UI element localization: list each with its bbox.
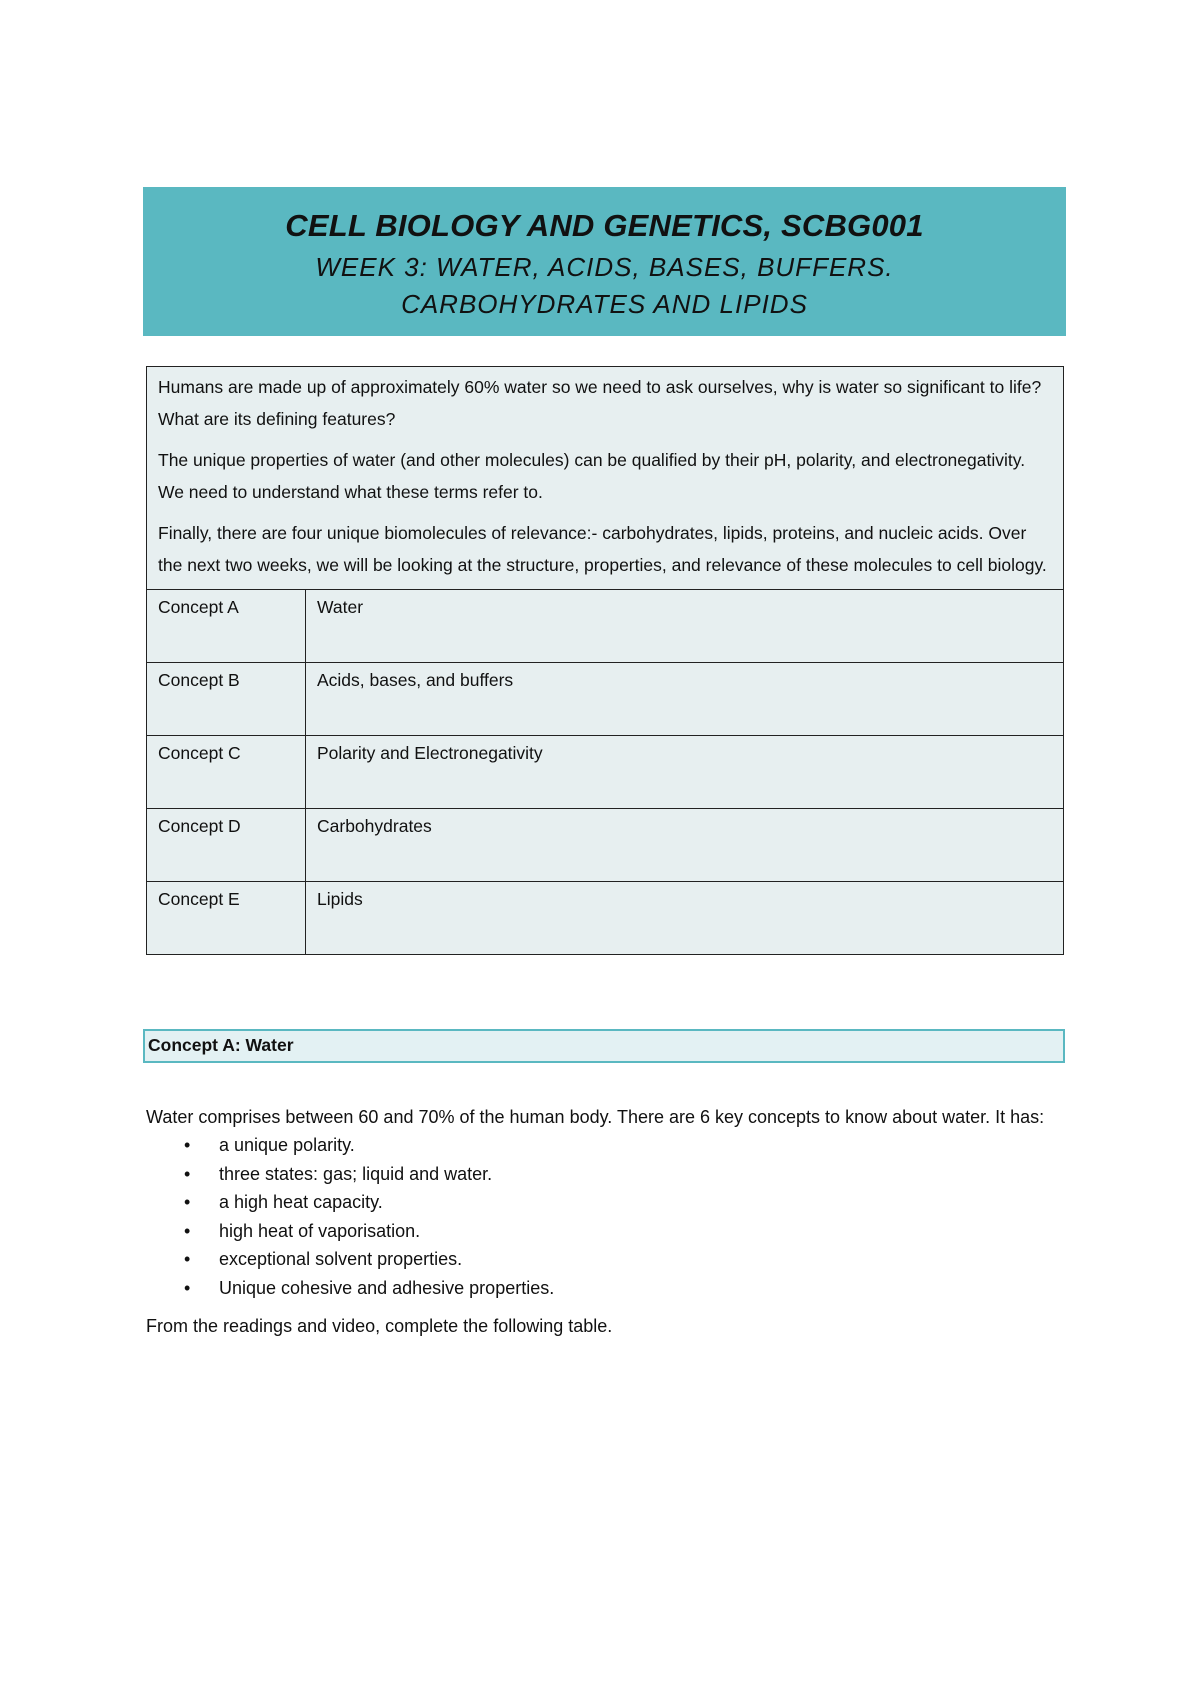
concept-value: Carbohydrates bbox=[306, 809, 1064, 882]
instruction-text: From the readings and video, complete the following table. bbox=[146, 1316, 613, 1336]
intro-paragraph: The unique properties of water (and other molecules) can be qualified by their pH, polarity, and electronegativity. We need to understand what these terms refer to. bbox=[158, 450, 1026, 502]
concept-row bbox=[147, 590, 1064, 663]
list-item: • high heat of vaporisation. bbox=[146, 1217, 1066, 1246]
concept-row bbox=[147, 663, 1064, 736]
bullet-icon: • bbox=[184, 1192, 191, 1212]
concept-row bbox=[147, 882, 1064, 955]
concept-value: Acids, bases, and buffers bbox=[306, 663, 1064, 736]
week-subtitle-line2: CARBOHYDRATES AND LIPIDS bbox=[401, 289, 808, 319]
intro-paragraph: Humans are made up of approximately 60% water so we need to ask ourselves, why is water so significant to life? What are its defining features? bbox=[158, 377, 1042, 429]
concept-value: Water bbox=[306, 590, 1064, 663]
concept-key: Concept C bbox=[147, 736, 306, 809]
list-item: • exceptional solvent properties. bbox=[146, 1245, 1066, 1274]
concept-key: Concept D bbox=[147, 809, 306, 882]
intro-cell bbox=[147, 367, 1064, 590]
list-item: • Unique cohesive and adhesive properties. bbox=[146, 1274, 1066, 1303]
bullet-icon: • bbox=[184, 1135, 191, 1155]
bullet-icon: • bbox=[184, 1220, 191, 1241]
concept-a-body bbox=[146, 1104, 1066, 1340]
week-subtitle: WEEK 3: WATER, ACIDS, BASES, BUFFERS. bbox=[315, 252, 894, 282]
concept-value: Lipids bbox=[306, 882, 1064, 955]
intro-row bbox=[147, 367, 1064, 590]
concept-key: Concept B bbox=[147, 663, 306, 736]
concept-row bbox=[147, 736, 1064, 809]
list-item: • three states: gas; liquid and water. bbox=[146, 1160, 1066, 1189]
concept-key: Concept A bbox=[147, 590, 306, 663]
bullet-icon: • bbox=[184, 1277, 191, 1298]
overview-table bbox=[146, 366, 1064, 955]
title-banner bbox=[143, 187, 1066, 336]
list-item: • a unique polarity. bbox=[146, 1131, 1066, 1160]
document-title: CELL BIOLOGY AND GENETICS, SCBG001 bbox=[285, 208, 924, 243]
bullet-icon: • bbox=[184, 1249, 191, 1269]
list-item: • a high heat capacity. bbox=[146, 1188, 1066, 1217]
concept-key: Concept E bbox=[147, 882, 306, 955]
concept-row bbox=[147, 809, 1064, 882]
intro-paragraph: Finally, there are four unique biomolecules of relevance:- carbohydrates, lipids, proteins, and nucleic acids. Over the next two weeks, we will be looking at the structure, properties, and relevance of these molecules to cell biology. bbox=[158, 523, 1047, 575]
concept-a-heading: Concept A: Water bbox=[143, 1029, 1065, 1063]
water-properties-list bbox=[146, 1131, 1066, 1302]
concept-a-intro: Water comprises between 60 and 70% of the human body. There are 6 key concepts to know about water. It has: bbox=[146, 1107, 1045, 1127]
concept-value: Polarity and Electronegativity bbox=[306, 736, 1064, 809]
bullet-icon: • bbox=[184, 1163, 191, 1184]
